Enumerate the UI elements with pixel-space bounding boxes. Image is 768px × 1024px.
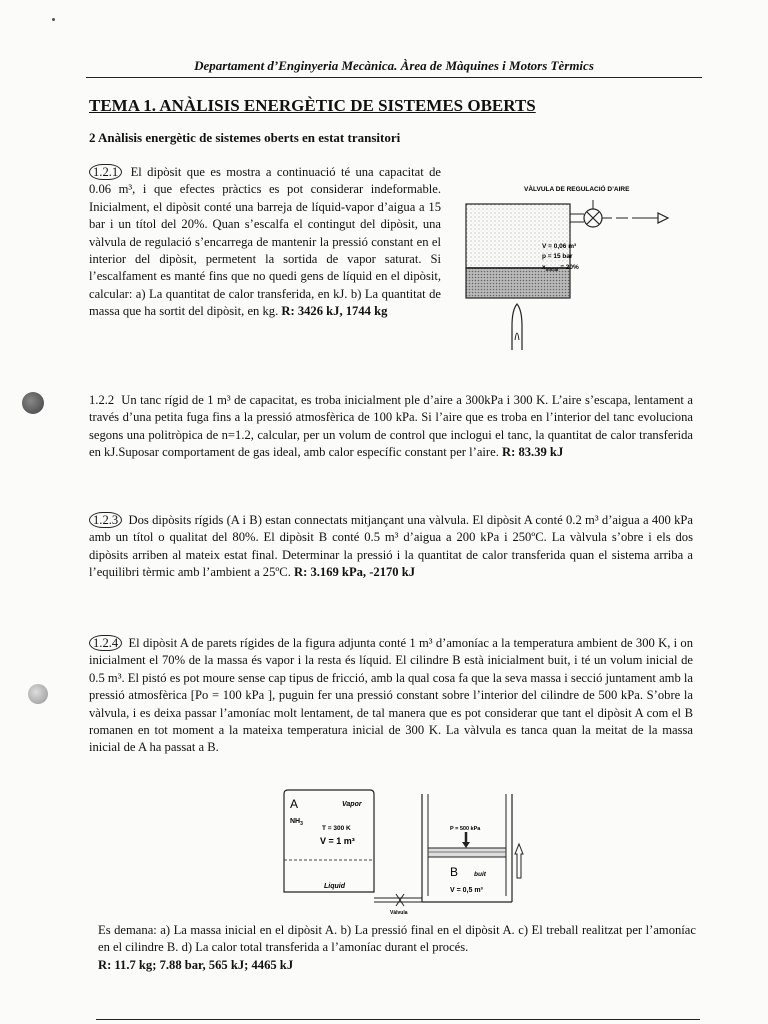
valve-label: VÀLVULA DE REGULACIÓ D’AIRE: [524, 186, 630, 193]
problem-question: Es demana: a) La massa inicial en el dipòsit A. b) La pressió final en el dipòsit A. c) El treball realitzat per l’amoníac en el cilindre B. d) La calor total transferida a l’amoníac durant el procés.: [98, 923, 696, 955]
problem-text: El dipòsit que es mostra a continuació té una capacitat de 0.06 m³, i que efectes pràctics es pot considerar indeformable. Inicialment, el dipòsit conté una barreja de líquid-vapor d’aigua a 15 bar i un títol del 20%. Quan s’escalfa el contingut del dipòsit, una vàlvula de regulació s’encarrega de mantenir la pressió constant en el interior del dipòsit, permetent la sortida de vapor saturat. Si l’escalfament es manté fins que no quedi gens de líquid en el dipòsit, calcular: a) La quantitat de calor transferida, en kJ. b) La quantitat de massa que ha sortit del dipòsit, en kg.: [89, 165, 442, 319]
tank-quality: $x_{inicial} = 20\%$: [542, 264, 579, 272]
problem-text: El dipòsit A de parets rígides de la figura adjunta conté 1 m³ d’amoníac a la temperatura ambient de 300 K, i on inicialment el 70% de la massa és vapor i la resta és líquid. El cilindre B està inicialment buit, i té un volum inicial de 0.5 m³. El pistó es pot moure sense cap tipus de fricció, amb la qual cosa fa que la seva massa i secció juntament amb la pressió atmosfèrica [Po = 100 kPa ], puguin fer una pressió constant sobre l’interior del cilindre de 500 kPa. S’obre la vàlvula, i es deixa passar l’amoníac molt lentament, de tal manera que es pot considerar que tant el dipòsit A com el B romanen en tot moment a la mateixa temperatura inicial de 300 K. La vàlvula es tanca quan la meitat de la massa inicial de A ha passat a B.: [89, 636, 694, 755]
problem-text: Un tanc rígid de 1 m³ de capacitat, es troba inicialment ple d’aire a 300kPa i 300 K. L’aire s’escapa, lentament a través d’una petita fuga fins a la pressió atmosfèrica de 100 kPa. Si l’aire que es troba en l’interior del tanc evoluciona segons una politròpica de n=1.2, calcular, per un volum de control que inclogui el tanc, la quantitat de calor transferida en kJ.Suposar comportament de gas ideal, amb calor específic constant per l’aire.: [89, 393, 694, 460]
main-title: TEMA 1. ANÀLISIS ENERGÈTIC DE SISTEMES OBERTS: [89, 96, 536, 115]
tank-pressure: p = 15 bar: [542, 253, 573, 260]
pressure-arrow-icon: [462, 842, 470, 848]
problem-1-2-3: [89, 512, 693, 582]
flow-arrow-icon: [658, 213, 668, 223]
flame-icon: [512, 304, 522, 350]
scan-speck: [52, 18, 55, 21]
problem-1-2-1: [89, 164, 441, 321]
problem-text: Dos dipòsits rígids (A i B) estan connectats mitjançant una vàlvula. El dipòsit A conté 0.2 m³ d’aigua a 400 kPa amb un títol o qualitat del 80%. El dipòsit B conté 0.5 m³ d’aigua a 200 kPa i 250ºC. La vàlvula s’obre i els dos dipòsits arriben al mateix estat final. Determinar la pressió i la quantitat de calor transferida quan el sistema arriba a l’equilibri tèrmic amb l’ambient a 25ºC.: [89, 513, 693, 580]
figure-regulating-valve-tank: [462, 180, 682, 355]
section-title: 2 Anàlisis energètic de sistemes oberts en estat transitori: [89, 130, 401, 145]
problem-1-2-4-question: [98, 922, 696, 974]
empty-label: buit: [474, 871, 486, 878]
header-rule: [86, 77, 702, 78]
cylinder-b-volume: V = 0,5 m³: [450, 887, 483, 894]
nh3-label: $NH_3$: [290, 818, 303, 827]
cylinder-b-label: B: [450, 865, 459, 879]
problem-number: 1.2.4: [89, 635, 122, 651]
up-arrow-icon: [515, 844, 523, 878]
problem-1-2-2: [89, 392, 693, 462]
department-header: Departament d’Enginyeria Mecànica. Àrea de Màquines i Motors Tèrmics: [194, 58, 594, 73]
tank-liquid-region: [466, 268, 570, 298]
vapor-label: Vapor: [342, 801, 362, 808]
binder-hole: [28, 684, 48, 704]
problem-answer: R: 3.169 kPa, -2170 kJ: [294, 565, 416, 580]
problem-answer: R: 3426 kJ, 1744 kg: [281, 304, 388, 319]
tank-volume: V = 0,06 m³: [542, 243, 577, 250]
problem-answer: R: 83.39 kJ: [502, 445, 564, 460]
footer-rule: [96, 1019, 700, 1020]
valve-icon: [396, 894, 404, 906]
problem-1-2-4: [89, 635, 693, 757]
problem-number: 1.2.2: [89, 393, 115, 407]
tank-a-temperature: T = 300 K: [322, 825, 351, 832]
tank-a-volume: V = 1 m³: [320, 836, 355, 846]
problem-answer: R: 11.7 kg; 7.88 bar, 565 kJ; 4465 kJ: [98, 957, 294, 972]
binder-hole: [22, 392, 44, 414]
problem-number: 1.2.1: [89, 164, 122, 180]
liquid-label: Liquid: [324, 883, 345, 890]
tank-a-label: A: [290, 797, 299, 811]
problem-number: 1.2.3: [89, 512, 122, 528]
cylinder-b-pressure: P = 500 kPa: [450, 826, 481, 832]
figure-tank-cylinder: [278, 786, 528, 918]
piston: [428, 848, 506, 857]
valve-label: Vàlvula: [390, 910, 408, 916]
